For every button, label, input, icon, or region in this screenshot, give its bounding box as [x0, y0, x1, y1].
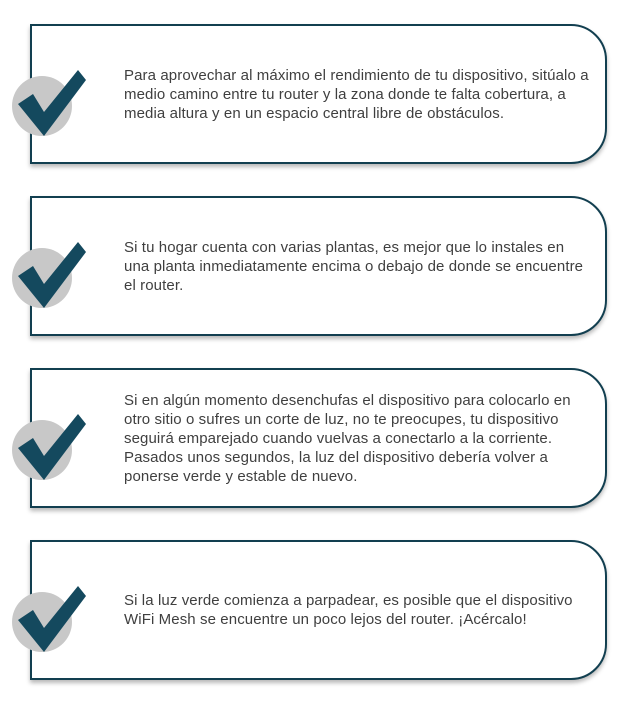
- checkmark-icon: [6, 232, 96, 312]
- tip-card: [0, 368, 637, 514]
- tip-card: [0, 196, 637, 342]
- tip-text: Para aprovechar al máximo el rendimiento de tu dispositivo, sitúalo a medio camino entre tu router y la zona donde te falta cobertura, a media altura y en un espacio central libre de obstáculos.: [124, 66, 589, 122]
- tip-text: Si la luz verde comienza a parpadear, es posible que el dispositivo WiFi Mesh se encuentre un poco lejos del router. ¡Acércalo!: [124, 592, 573, 628]
- checkmark-icon: [6, 60, 96, 140]
- tip-card: [0, 540, 637, 686]
- tip-card: [0, 24, 637, 170]
- tip-text: Si tu hogar cuenta con varias plantas, es mejor que lo instales en una planta inmediatamente encima o debajo de donde se encuentre el router.: [124, 238, 584, 294]
- tip-text: Si en algún momento desenchufas el dispositivo para colocarlo en otro sitio o sufres un corte de luz, no te preocupes, tu dispositivo seguirá emparejado cuando vuelvas a conectarlo a la corriente. Pasados unos segundos, la luz del dispositivo debería volver a ponerse verde y estable de nuevo.: [124, 391, 571, 485]
- checkmark-icon: [6, 576, 96, 656]
- checkmark-icon: [6, 404, 96, 484]
